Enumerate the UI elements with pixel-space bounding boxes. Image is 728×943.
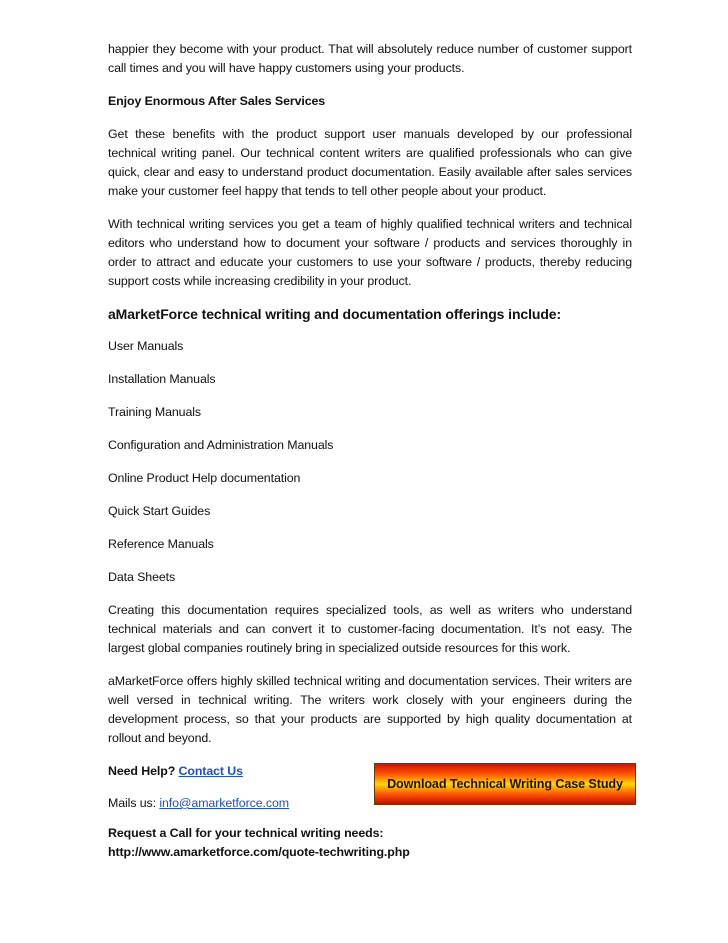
download-case-study-button[interactable]: Download Technical Writing Case Study: [374, 763, 636, 805]
offerings-heading: aMarketForce technical writing and documentation offerings include:: [108, 306, 562, 322]
mails-label: Mails us:: [108, 796, 156, 810]
list-item: Reference Manuals: [108, 537, 214, 551]
document-page: [108, 40, 632, 862]
team-paragraph: With technical writing services you get a team of highly qualified technical writers and technical editors who understand how to document your software / products and services thoroughly in order to attract and educate your customers to use your software / products, thereby reducing support costs while increasing credibility in your product.: [108, 217, 632, 288]
list-item: Online Product Help documentation: [108, 471, 301, 485]
offerings-list: [108, 337, 632, 587]
email-link[interactable]: info@amarketforce.com: [159, 796, 289, 810]
list-item: User Manuals: [108, 339, 184, 353]
intro-paragraph: happier they become with your product. That will absolutely reduce number of customer support call times and you will have happy customers using your products.: [108, 42, 632, 75]
need-help-line: [108, 762, 243, 781]
list-item: Configuration and Administration Manuals: [108, 438, 334, 452]
list-item: Data Sheets: [108, 570, 176, 584]
benefits-paragraph: Get these benefits with the product support user manuals developed by our professional technical writing panel. Our technical content writers are qualified professionals who can give quick, clear and easy to understand product documentation. Easily available after sales services make your customer feel happy that tends to tell other people about your product.: [108, 127, 632, 198]
creating-paragraph: Creating this documentation requires specialized tools, as well as writers who understand technical materials and can convert it to customer-facing documentation. It’s not easy. The largest global companies routinely bring in specialized outside resources for this work.: [108, 603, 632, 655]
request-url: http://www.amarketforce.com/quote-techwriting.php: [108, 845, 410, 859]
list-item: Installation Manuals: [108, 372, 216, 386]
after-sales-heading: Enjoy Enormous After Sales Services: [108, 94, 326, 108]
mails-line: [108, 794, 289, 813]
list-item: Quick Start Guides: [108, 504, 211, 518]
list-item: Training Manuals: [108, 405, 201, 419]
contact-us-link[interactable]: Contact Us: [178, 764, 243, 778]
offers-paragraph: aMarketForce offers highly skilled technical writing and documentation services. Their writers are well versed in technical writing. The writers work closely with your engineers during the development process, so that your products are supported by high quality documentation at rollout and beyond.: [108, 674, 632, 745]
help-section: [108, 762, 632, 816]
request-call-text: Request a Call for your technical writing needs:: [108, 826, 384, 840]
need-help-label: Need Help?: [108, 764, 176, 778]
